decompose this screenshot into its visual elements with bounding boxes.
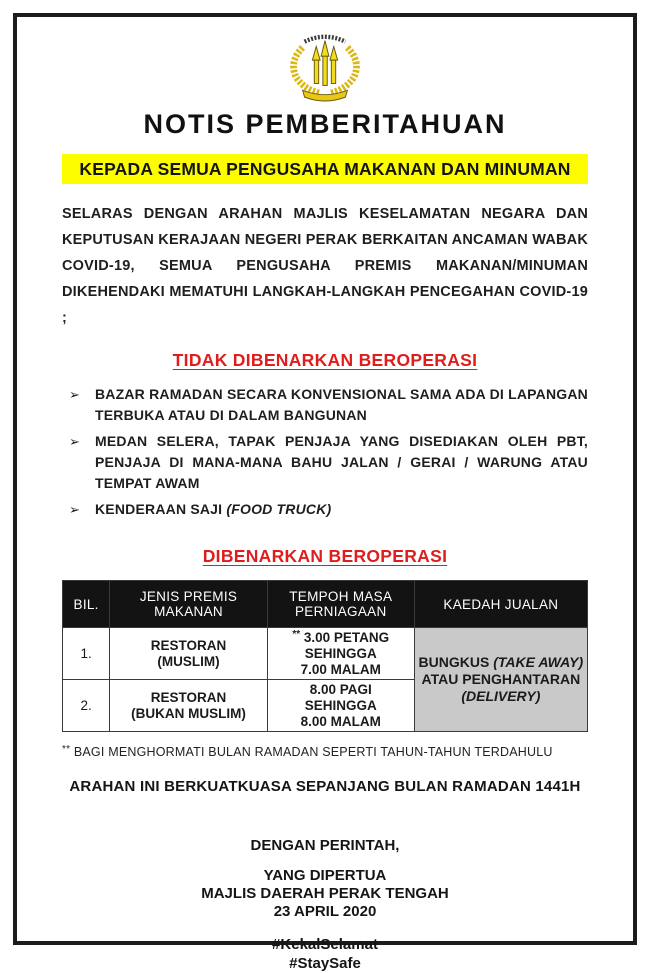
cell-bil: 2. [63, 680, 110, 732]
council-crest-logo [276, 29, 374, 101]
kaedah-text-italic: (TAKE AWAY) [493, 654, 584, 670]
list-item [69, 431, 588, 494]
col-header-jenis-premis: JENIS PREMIS MAKANAN [110, 581, 268, 628]
list-item-text-normal: KENDERAAN SAJI [95, 501, 227, 517]
signatory-block [17, 867, 633, 921]
cell-kaedah-jualan [414, 628, 587, 732]
signatory-org: MAJLIS DAERAH PERAK TENGAH [201, 885, 449, 902]
cell-masa [267, 628, 414, 680]
list-item-text [95, 499, 588, 520]
hashtags-block [17, 935, 633, 973]
masa-line: SEHINGGA [304, 697, 377, 713]
intro-paragraph: SELARAS DENGAN ARAHAN MAJLIS KESELAMATAN NEGARA DAN KEPUTUSAN KERAJAAN NEGERI PERAK BERKAITAN ANCAMAN WABAK COVID-19, SEMUA PENGUSAHA PREMIS MAKANAN/MINUMAN DIKEHENDAKI MEMATUHI LANGKAH-LANGKAH PENCEGAHAN COVID-19 ; [62, 206, 588, 326]
notice-border-frame [13, 13, 637, 972]
effective-period-line: ARAHAN INI BERKUATKUASA SEPANJANG BULAN RAMADAN 1441H [69, 778, 581, 795]
arrow-bullet-icon: ➢ [69, 387, 80, 402]
masa-line: SEHINGGA [304, 645, 377, 661]
list-item-text: MEDAN SELERA, TAPAK PENJAJA YANG DISEDIAKAN OLEH PBT, PENJAJA DI MANA-MANA BAHU JALAN / GERAI / WARUNG ATAU TEMPAT AWAM [95, 433, 588, 491]
cell-bil: 1. [63, 628, 110, 680]
table-footnote [62, 745, 588, 759]
not-allowed-list [69, 384, 588, 520]
arrow-bullet-icon: ➢ [69, 502, 80, 517]
premis-line: (BUKAN MUSLIM) [131, 705, 246, 721]
footnote-marker: ** [292, 628, 301, 640]
masa-line: 8.00 PAGI [309, 681, 372, 697]
cell-premis [110, 628, 268, 680]
masa-line: 8.00 MALAM [300, 713, 381, 729]
cell-masa [267, 680, 414, 732]
allowed-heading: DIBENARKAN BEROPERASI [202, 546, 448, 566]
masa-line: 7.00 MALAM [300, 661, 381, 677]
by-order-line: DENGAN PERINTAH, [250, 837, 400, 854]
hashtag-kekal-selamat: #KekalSelamat [272, 936, 378, 953]
list-item-text-italic: (FOOD TRUCK) [226, 501, 332, 517]
kaedah-text-italic: (DELIVERY) [461, 688, 541, 704]
table-row [63, 628, 588, 680]
masa-line-text: 3.00 PETANG [300, 629, 390, 645]
premis-line: RESTORAN [150, 637, 227, 653]
premis-line: RESTORAN [150, 689, 227, 705]
list-item [69, 499, 588, 520]
hashtag-stay-safe: #StaySafe [289, 955, 361, 972]
masa-line [268, 630, 414, 646]
crest-spears [312, 41, 337, 86]
table-header-row [63, 581, 588, 628]
notice-subtitle-highlight [62, 154, 588, 184]
not-allowed-heading: TIDAK DIBENARKAN BEROPERASI [172, 350, 478, 370]
col-header-kaedah-jualan: KAEDAH JUALAN [414, 581, 587, 628]
signatory-date: 23 APRIL 2020 [273, 903, 377, 920]
closing-block [17, 837, 633, 973]
premis-line: (MUSLIM) [157, 653, 220, 669]
list-item-text: BAZAR RAMADAN SECARA KONVENSIONAL SAMA ADA DI LAPANGAN TERBUKA ATAU DI DALAM BANGUNAN [95, 386, 588, 423]
footnote-text: BAGI MENGHORMATI BULAN RAMADAN SEPERTI TAHUN-TAHUN TERDAHULU [70, 745, 553, 759]
col-header-tempoh-masa: TEMPOH MASA PERNIAGAAN [267, 581, 414, 628]
operating-hours-table [62, 580, 588, 732]
notice-title: NOTIS PEMBERITAHUAN [143, 109, 507, 139]
footnote-marker: ** [62, 744, 71, 755]
list-item [69, 384, 588, 426]
notice-subtitle: KEPADA SEMUA PENGUSAHA MAKANAN DAN MINUMAN [79, 159, 571, 179]
arrow-bullet-icon: ➢ [69, 434, 80, 449]
kaedah-text: ATAU PENGHANTARAN [421, 671, 581, 687]
kaedah-text: BUNGKUS [418, 654, 494, 670]
signatory-title: YANG DIPERTUA [263, 867, 387, 884]
cell-premis [110, 680, 268, 732]
logo-area [17, 29, 633, 101]
col-header-bil: BIL. [63, 581, 110, 628]
